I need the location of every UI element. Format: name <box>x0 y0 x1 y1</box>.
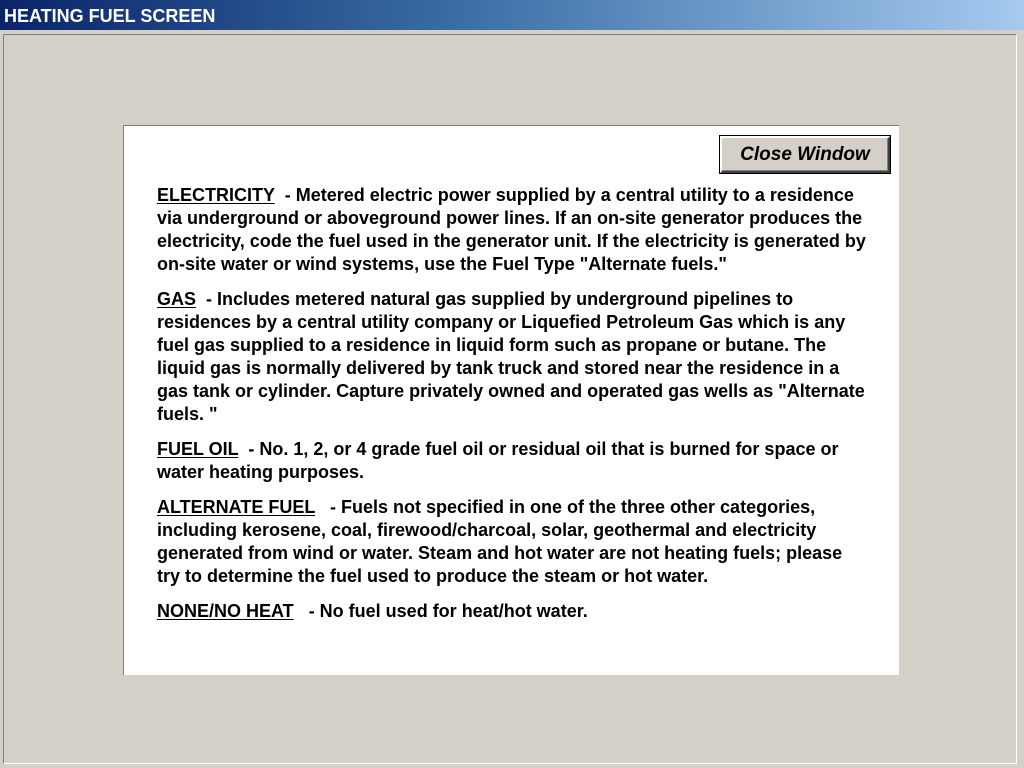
close-window-button[interactable]: Close Window <box>720 136 890 173</box>
definition-text-fuel-oil: - No. 1, 2, or 4 grade fuel oil or residual oil that is burned for space or water heating purposes. <box>157 439 839 482</box>
term-gas: GAS <box>157 289 197 309</box>
term-electricity: ELECTRICITY <box>157 185 275 205</box>
definition-alternate-fuel <box>157 496 867 588</box>
definition-text-alternate-fuel: - Fuels not specified in one of the three other categories, including kerosene, coal, firewood/charcoal, solar, geothermal and electricity generated from wind or water. Steam and hot water are not heating fuels; please try to determine the fuel used to produce the steam or hot water. <box>157 497 843 586</box>
definition-text-gas: - Includes metered natural gas supplied by underground pipelines to residences by a central utility company or Liquefied Petroleum Gas which is any fuel gas supplied to a residence in liquid form such as propane or butane. The liquid gas is normally delivered by tank truck and stored near the residence in a gas tank or cylinder. Capture privately owned and operated gas wells as "Alternate fuels. " <box>157 289 865 424</box>
window-title: HEATING FUEL SCREEN <box>4 6 216 26</box>
definitions-list <box>157 184 867 623</box>
definition-none-no-heat <box>157 600 867 623</box>
term-alternate-fuel: ALTERNATE FUEL <box>157 497 315 517</box>
definition-text-electricity: - Metered electric power supplied by a central utility to a residence via underground or aboveground power lines. If an on-site generator produces the electricity, code the fuel used in the generator unit. If the electricity is generated by on-site water or wind systems, use the Fuel Type "Alternate fuels." <box>157 185 866 274</box>
definition-gas <box>157 288 867 426</box>
definition-text-none-no-heat: - No fuel used for heat/hot water. <box>308 601 588 621</box>
title-bar[interactable] <box>0 0 1024 30</box>
definition-electricity <box>157 184 867 276</box>
term-none-no-heat: NONE/NO HEAT <box>157 601 294 621</box>
definition-fuel-oil <box>157 438 867 484</box>
term-fuel-oil: FUEL OIL <box>157 439 239 459</box>
